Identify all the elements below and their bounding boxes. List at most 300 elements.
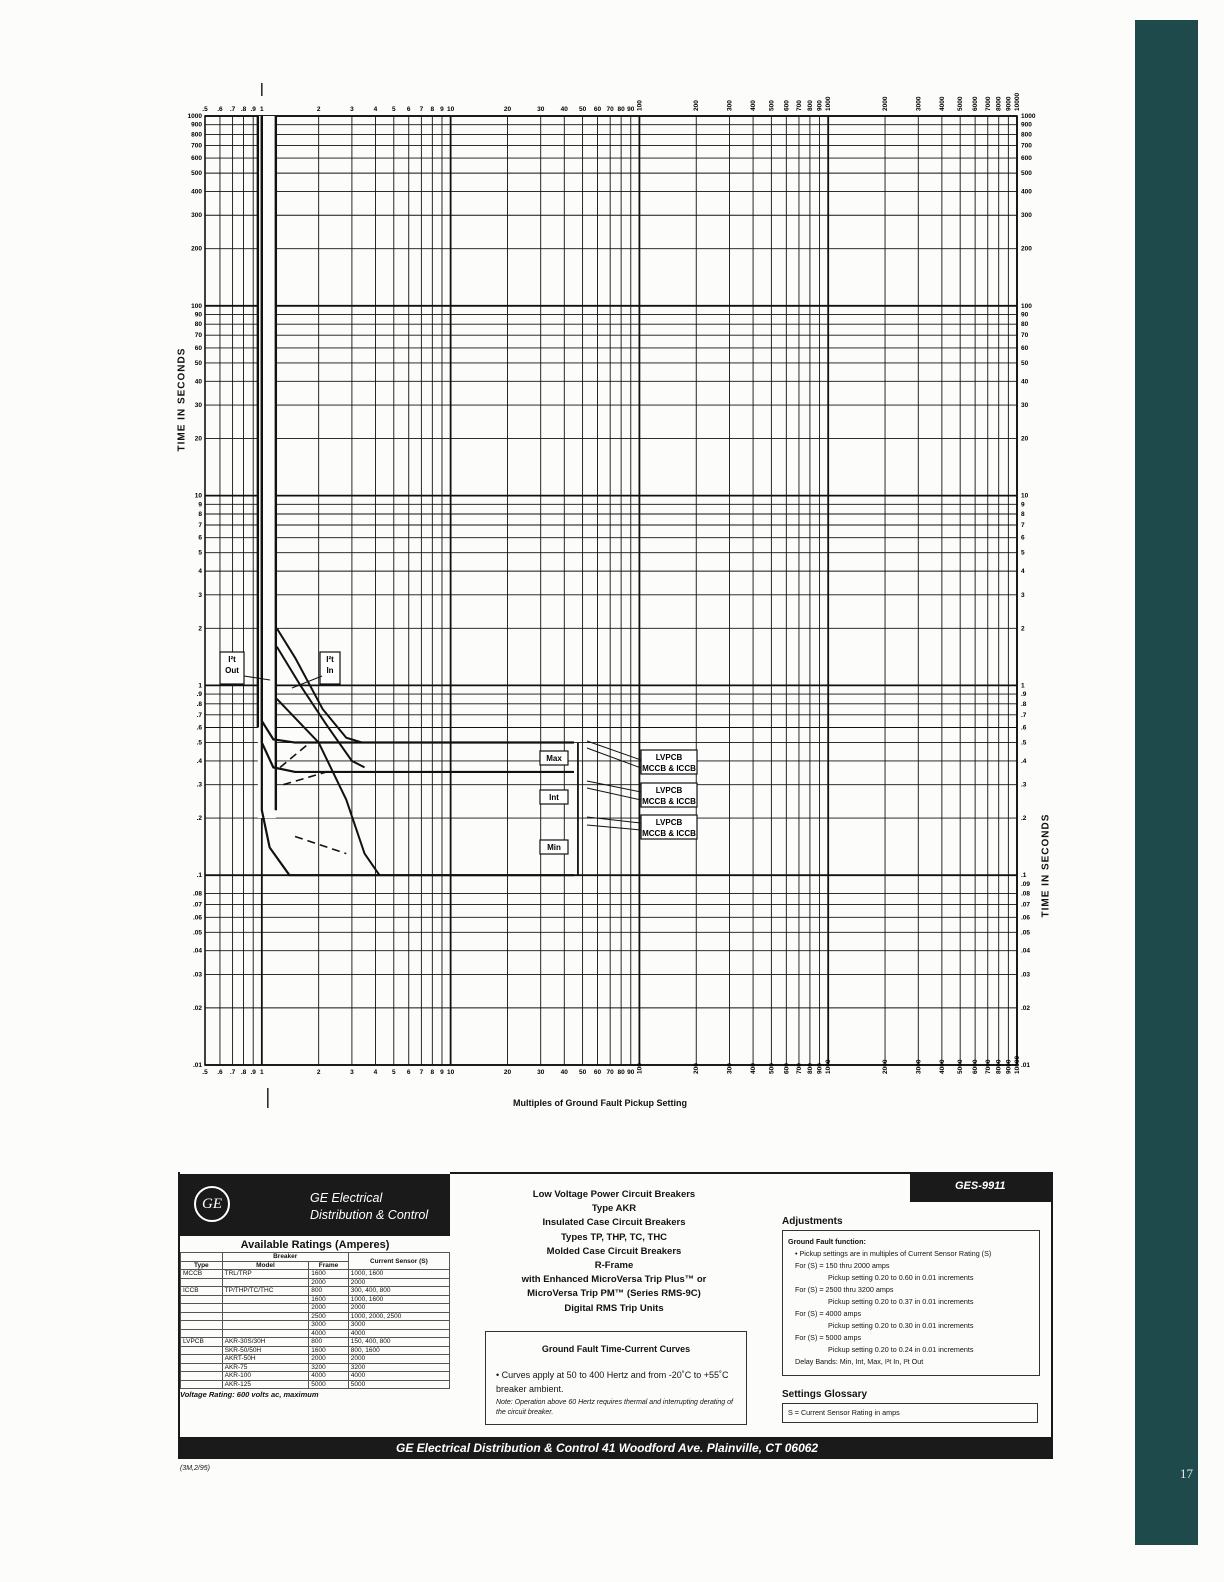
x-tick-label-bottom: 5 (391, 1069, 396, 1076)
lvpcb-max-text: LVPCB (655, 753, 683, 762)
chart-grid (205, 116, 1017, 1065)
y-tick-label-left: 50 (194, 359, 202, 367)
y-tick-label-right: .8 (1021, 700, 1027, 708)
table-cell (222, 1278, 309, 1287)
x-tick-label-bottom: .5 (202, 1069, 208, 1076)
table-cell: 4000 (309, 1372, 349, 1381)
x-tick-label-top: 2000 (882, 96, 890, 111)
table-row (181, 1346, 450, 1355)
page-edge-band (1135, 20, 1198, 1545)
date-code: (3M,2/95) (180, 1465, 210, 1472)
desc-line: with Enhanced MicroVersa Trip Plus™ or (521, 1274, 707, 1286)
table-row (181, 1321, 450, 1330)
table-cell: AKR-125 (222, 1380, 309, 1389)
ratings-model-header: Model (222, 1261, 309, 1270)
desc-line: Types TP, THP, TC, THC (560, 1231, 668, 1243)
x-tick-label-top: 60 (593, 106, 602, 113)
x-tick-label-top: .6 (217, 106, 223, 113)
table-cell: TP/THP/TC/THC (222, 1287, 309, 1296)
x-tick-label-bottom: 300 (726, 1063, 734, 1074)
x-tick-label-top: 9 (440, 106, 444, 113)
y-tick-label-right: .1 (1021, 872, 1027, 880)
y-tick-label-right: 7 (1021, 522, 1025, 530)
x-tick-label-top: 10 (447, 106, 455, 113)
ge-header (178, 1174, 450, 1236)
table-cell (222, 1312, 309, 1321)
y-tick-label-left: .06 (192, 914, 202, 922)
x-tick-label-bottom: 1 (260, 1069, 264, 1076)
table-row (181, 1380, 450, 1389)
y-tick-label-left: .05 (192, 929, 202, 937)
table-cell: 1600 (309, 1346, 349, 1355)
y-tick-label-right: 8 (1021, 510, 1025, 518)
table-cell: 5000 (348, 1380, 449, 1389)
adj-line: Delay Bands: Min, Int, Max, I²t In, I²t Out (795, 1357, 924, 1366)
x-tick-label-top: 50 (578, 106, 587, 113)
y-tick-label-left: 6 (198, 534, 202, 542)
adj-line: Pickup setting 0.20 to 0.60 in 0.01 increments (828, 1273, 974, 1282)
table-cell: 150, 400, 800 (348, 1338, 449, 1347)
y-tick-label-left: 100 (191, 302, 202, 310)
x-tick-label-bottom: 6 (406, 1069, 411, 1076)
x-tick-label-bottom: .6 (217, 1069, 223, 1076)
y-tick-label-left: 500 (191, 170, 202, 178)
y-tick-label-right: .2 (1021, 815, 1027, 823)
x-tick-label-bottom: 200 (693, 1063, 701, 1074)
doc-number: GES-9911 (955, 1180, 1006, 1192)
y-tick-label-right: 5 (1021, 549, 1025, 557)
y-tick-label-right: 500 (1021, 170, 1032, 178)
y-tick-label-right: 200 (1021, 245, 1032, 253)
ratings-table-body (181, 1270, 450, 1389)
i2t-out-label-text: Out (225, 666, 239, 675)
plot-frame (205, 116, 1017, 1065)
ratings-frame-header: Frame (309, 1261, 349, 1270)
table-row (181, 1295, 450, 1304)
table-cell (181, 1329, 223, 1338)
x-tick-label-top: 9000 (1005, 96, 1013, 111)
x-tick-label-top: 7000 (984, 96, 992, 111)
x-tick-label-bottom: 400 (750, 1063, 758, 1074)
chart-tick-labels (188, 93, 1036, 1076)
y-tick-label-right: 40 (1021, 378, 1029, 386)
y-tick-label-right: .02 (1021, 1004, 1031, 1012)
y-tick-label-left: 60 (194, 344, 202, 352)
x-tick-label-bottom: 8000 (995, 1059, 1003, 1074)
y-tick-label-right: 3 (1021, 591, 1025, 599)
table-cell: 2000 (309, 1278, 349, 1287)
y-tick-label-right: 1000 (1021, 113, 1036, 120)
x-tick-label-top: .8 (240, 106, 247, 113)
ratings-sensor-header: Current Sensor (S) (348, 1253, 449, 1270)
x-tick-label-bottom: 90 (627, 1069, 635, 1076)
table-cell: 3000 (309, 1321, 349, 1330)
table-cell (181, 1372, 223, 1381)
table-cell: 3000 (348, 1321, 449, 1330)
x-tick-label-bottom: 10 (447, 1069, 455, 1076)
table-cell: 1000, 1600 (348, 1270, 449, 1279)
y-tick-label-left: .7 (196, 711, 202, 719)
x-tick-label-top: 80 (617, 106, 625, 113)
y-tick-label-left: 1 (198, 682, 202, 690)
ge-logo-icon: GE (194, 1186, 230, 1222)
x-tick-label-top: .5 (202, 106, 208, 113)
x-tick-label-top: 4 (373, 106, 378, 113)
adjustments-box (782, 1230, 1040, 1376)
y-tick-label-right: .4 (1021, 757, 1027, 765)
table-cell: 800, 1600 (348, 1346, 449, 1355)
y-tick-label-left: 600 (191, 155, 202, 163)
x-tick-label-bottom: .9 (250, 1069, 256, 1076)
table-row (181, 1270, 450, 1279)
y-tick-label-left: .02 (192, 1004, 202, 1012)
y-tick-label-left: 4 (198, 568, 202, 576)
adj-line: Pickup setting 0.20 to 0.37 in 0.01 increments (828, 1297, 974, 1306)
y-tick-label-right: 700 (1021, 142, 1032, 150)
y-tick-label-right: 90 (1021, 311, 1029, 319)
y-tick-label-right: 900 (1021, 121, 1032, 129)
y-tick-label-left: 70 (194, 332, 202, 340)
table-cell: 2500 (309, 1312, 349, 1321)
y-tick-label-left: 10 (194, 492, 202, 500)
table-cell: AKR-75 (222, 1363, 309, 1372)
y-tick-label-right: 50 (1021, 359, 1029, 367)
y-tick-label-left: .04 (192, 947, 202, 955)
table-cell (181, 1346, 223, 1355)
y-tick-label-left: .8 (196, 700, 202, 708)
y-tick-label-left: .6 (196, 724, 202, 732)
x-tick-label-bottom: 9 (440, 1069, 444, 1076)
x-tick-label-top: 3 (350, 106, 354, 113)
glossary-title: Settings Glossary (782, 1389, 868, 1400)
x-tick-label-top: 40 (560, 106, 568, 113)
table-cell (222, 1329, 309, 1338)
chart-annotations (220, 83, 697, 1108)
y-tick-label-left: 8 (198, 510, 202, 518)
curve-int (262, 116, 574, 772)
y-tick-label-left: 400 (191, 188, 202, 196)
y-tick-label-left: 700 (191, 142, 202, 150)
i2t-in-label-text: In (326, 666, 334, 675)
x-tick-label-bottom: 50 (578, 1069, 587, 1076)
table-cell (222, 1304, 309, 1313)
y-tick-label-left: 2 (198, 625, 202, 633)
x-tick-label-top: 300 (726, 100, 734, 111)
lvpcb-min-text: MCCB & ICCB (642, 829, 696, 838)
i2t-out-label-text: I²t (228, 655, 236, 664)
table-cell: 2000 (348, 1355, 449, 1364)
i2t-in-label-text: I²t (326, 655, 334, 664)
y-tick-label-right: .08 (1021, 890, 1031, 898)
i2t-in-curve-min (277, 699, 380, 875)
table-cell: 2000 (309, 1304, 349, 1313)
table-cell: 2000 (348, 1278, 449, 1287)
gf-bullet: • Curves apply at 50 to 400 Hertz and from -20˚C to +55˚C breaker ambient. (496, 1370, 729, 1394)
y-tick-label-left: .07 (192, 901, 202, 909)
x-tick-label-bottom: 40 (560, 1069, 568, 1076)
lvpcb-min-text: LVPCB (655, 818, 683, 827)
x-tick-label-top: 30 (537, 106, 545, 113)
y-tick-label-right: 70 (1021, 332, 1029, 340)
y-tick-label-left: 30 (194, 402, 202, 410)
table-cell: 800 (309, 1338, 349, 1347)
y-tick-label-right: 100 (1021, 302, 1032, 310)
x-tick-label-bottom: 7000 (984, 1059, 992, 1074)
table-row (181, 1304, 450, 1313)
y-tick-label-right: 80 (1021, 321, 1029, 329)
curve-max (262, 116, 574, 743)
table-cell: 4000 (348, 1329, 449, 1338)
i2t-dashed-segment (283, 772, 326, 785)
y-tick-label-right: 60 (1021, 344, 1029, 352)
y-tick-label-right: 800 (1021, 131, 1032, 139)
x-tick-label-top: 600 (783, 100, 791, 111)
table-row (181, 1278, 450, 1287)
desc-line: Molded Case Circuit Breakers (546, 1245, 682, 1257)
doc-number-tab (910, 1172, 1053, 1202)
adj-line: For (S) = 2500 thru 3200 amps (795, 1285, 894, 1294)
y-tick-label-right: 2 (1021, 625, 1025, 633)
x-tick-label-bottom: 6000 (972, 1059, 980, 1074)
x-tick-label-bottom: .8 (240, 1069, 247, 1076)
x-tick-label-top: 5000 (957, 96, 965, 111)
y-tick-label-left: 200 (191, 245, 202, 253)
y-tick-label-left: 3 (198, 591, 202, 599)
table-row (181, 1372, 450, 1381)
table-cell: LVPCB (181, 1338, 223, 1347)
x-tick-label-bottom: 1000 (825, 1059, 833, 1074)
ratings-empty-header (181, 1253, 223, 1262)
y-tick-label-left: 5 (198, 549, 202, 557)
x-tick-label-bottom: 700 (795, 1063, 803, 1074)
gf-note: Note: Operation above 60 Hertz requires thermal and interrupting derating of the circuit breaker. (496, 1399, 733, 1416)
table-cell: 1600 (309, 1295, 349, 1304)
y-tick-label-right: .5 (1021, 739, 1027, 747)
x-tick-label-top: 3000 (915, 96, 923, 111)
table-cell: AKRT-50H (222, 1355, 309, 1364)
y-tick-label-right: .7 (1021, 711, 1027, 719)
ground-fault-box (485, 1331, 747, 1425)
max-label-text: Max (546, 754, 562, 763)
available-ratings (180, 1237, 450, 1399)
x-tick-label-top: 70 (606, 106, 614, 113)
table-cell (181, 1304, 223, 1313)
desc-line: R-Frame (594, 1260, 634, 1272)
address: GE Electrical Distribution & Control 41 Woodford Ave. Plainville, CT 06062 (396, 1441, 819, 1455)
y-tick-label-right: 1 (1021, 682, 1025, 690)
y-tick-label-right: 4 (1021, 568, 1025, 576)
table-cell: 1600 (309, 1270, 349, 1279)
y-tick-label-left: 80 (194, 321, 202, 329)
x-tick-label-top: 6000 (972, 96, 980, 111)
x-tick-label-bottom: 20 (503, 1069, 512, 1076)
lvpcb-int-text: MCCB & ICCB (642, 797, 696, 806)
x-tick-label-bottom: 2 (316, 1069, 321, 1076)
y-tick-label-left: 40 (194, 378, 202, 386)
table-cell: MCCB (181, 1270, 223, 1279)
ratings-breaker-header: Breaker (222, 1253, 348, 1262)
y-tick-label-right: .05 (1021, 929, 1031, 937)
x-tick-label-top: .9 (250, 106, 256, 113)
y-tick-label-right: .9 (1021, 691, 1027, 699)
table-cell (181, 1380, 223, 1389)
table-row (181, 1287, 450, 1296)
y-tick-label-left: 90 (194, 311, 202, 319)
table-cell: 1000, 2000, 2500 (348, 1312, 449, 1321)
x-tick-label-bottom: 5000 (957, 1059, 965, 1074)
table-cell: 4000 (348, 1372, 449, 1381)
x-tick-label-bottom: 3 (350, 1069, 354, 1076)
desc-line: Digital RMS Trip Units (564, 1302, 664, 1314)
table-cell: 4000 (309, 1329, 349, 1338)
address-bar (178, 1437, 1053, 1459)
x-tick-label-top: 2 (316, 106, 321, 113)
table-row (181, 1329, 450, 1338)
table-cell (222, 1321, 309, 1330)
table-cell (181, 1278, 223, 1287)
y-tick-label-right: 600 (1021, 155, 1032, 163)
desc-line: Low Voltage Power Circuit Breakers (532, 1189, 696, 1200)
y-tick-label-left: .5 (196, 739, 202, 747)
y-tick-label-right: .06 (1021, 914, 1031, 922)
x-tick-label-top: 100 (636, 100, 644, 111)
y-axis-label-left: TIME IN SECONDS (176, 347, 188, 452)
x-tick-label-bottom: 10000 (1014, 1055, 1021, 1074)
x-tick-label-bottom: 30 (537, 1069, 545, 1076)
table-row (181, 1312, 450, 1321)
y-tick-label-right: 300 (1021, 212, 1032, 220)
y-tick-label-left: .2 (196, 815, 202, 823)
x-tick-label-top: 10000 (1014, 92, 1021, 111)
y-tick-label-right: .01 (1021, 1062, 1031, 1069)
x-tick-label-bottom: 9000 (1005, 1059, 1013, 1074)
leader-line (587, 825, 641, 830)
x-tick-label-bottom: 2000 (882, 1059, 890, 1074)
table-cell (181, 1295, 223, 1304)
desc-line: Type AKR (591, 1203, 637, 1215)
x-tick-label-top: 8 (430, 106, 435, 113)
x-tick-label-top: 5 (391, 106, 396, 113)
desc-line: MicroVersa Trip PM™ (Series RMS-9C) (527, 1288, 701, 1300)
x-tick-label-top: 1000 (825, 96, 833, 111)
company-name-line2: Distribution & Control (310, 1208, 429, 1222)
y-tick-label-right: 20 (1021, 435, 1029, 443)
desc-line: Insulated Case Circuit Breakers (542, 1217, 686, 1229)
x-tick-label-top: 90 (627, 106, 635, 113)
int-label-text: Int (549, 793, 559, 802)
x-tick-label-bottom: 70 (606, 1069, 614, 1076)
table-cell: 3200 (309, 1363, 349, 1372)
y-axis-label-right: TIME IN SECONDS (1040, 813, 1052, 918)
block-right-rule (1051, 1172, 1053, 1440)
y-tick-label-left: 9 (198, 501, 202, 509)
x-tick-label-bottom: 4 (373, 1069, 378, 1076)
min-label-text: Min (547, 843, 561, 852)
x-tick-label-top: 4000 (938, 96, 946, 111)
y-tick-label-left: 900 (191, 121, 202, 129)
adj-line: For (S) = 4000 amps (795, 1309, 862, 1318)
y-tick-label-left: .4 (196, 757, 202, 765)
breaker-description (495, 1188, 733, 1316)
x-tick-label-bottom: 600 (783, 1063, 791, 1074)
x-tick-label-top: 400 (750, 100, 758, 111)
y-tick-label-right: .03 (1021, 971, 1031, 979)
y-tick-label-left: 7 (198, 522, 202, 530)
y-tick-label-left: 1000 (187, 113, 202, 120)
x-tick-label-top: 1 (260, 106, 264, 113)
leader-line (587, 781, 641, 792)
y-tick-label-right: 6 (1021, 534, 1025, 542)
table-cell (181, 1312, 223, 1321)
x-tick-label-bottom: 60 (593, 1069, 602, 1076)
x-tick-label-top: 200 (693, 100, 701, 111)
x-tick-label-bottom: 4000 (938, 1059, 946, 1074)
table-cell: 800 (309, 1287, 349, 1296)
y-tick-label-left: .3 (196, 781, 202, 789)
y-tick-label-left: 800 (191, 131, 202, 139)
y-tick-label-right: .09 (1021, 880, 1031, 888)
y-tick-label-right: .04 (1021, 947, 1031, 955)
x-tick-label-bottom: 8 (430, 1069, 435, 1076)
table-cell: AKR-30S/30H (222, 1338, 309, 1347)
adj-line: • Pickup settings are in multiples of Current Sensor Rating (S) (795, 1249, 992, 1258)
table-cell: ICCB (181, 1287, 223, 1296)
company-name-line1: GE Electrical (310, 1191, 383, 1205)
table-cell: 3200 (348, 1363, 449, 1372)
y-tick-label-right: 400 (1021, 188, 1032, 196)
table-cell: TRL/TRP (222, 1270, 309, 1279)
page-number: 17 (1180, 1466, 1193, 1481)
y-tick-label-left: 300 (191, 212, 202, 220)
adj-line: For (S) = 5000 amps (795, 1333, 862, 1342)
x-tick-label-top: 7 (419, 106, 424, 113)
y-tick-label-right: 30 (1021, 402, 1029, 410)
y-tick-label-right: 10 (1021, 492, 1029, 500)
x-tick-label-bottom: 7 (419, 1069, 424, 1076)
table-cell (222, 1295, 309, 1304)
table-cell: 300, 400, 800 (348, 1287, 449, 1296)
y-tick-label-left: .1 (196, 872, 202, 880)
y-tick-label-left: 20 (194, 435, 202, 443)
y-tick-label-left: .01 (192, 1062, 202, 1069)
table-cell: 1000, 1600 (348, 1295, 449, 1304)
x-tick-label-bottom: 3000 (915, 1059, 923, 1074)
ratings-table (180, 1252, 450, 1389)
y-tick-label-right: .6 (1021, 724, 1027, 732)
lvpcb-max-text: MCCB & ICCB (642, 764, 696, 773)
x-tick-label-bottom: 500 (768, 1063, 776, 1074)
pickup-band (258, 116, 276, 818)
i2t-dashed-segment (280, 743, 310, 768)
leader-line (587, 788, 641, 800)
x-tick-label-bottom: 800 (806, 1063, 814, 1074)
table-cell (181, 1321, 223, 1330)
adj-line: For (S) = 150 thru 2000 amps (795, 1261, 890, 1270)
table-cell: 2000 (309, 1355, 349, 1364)
x-tick-label-bottom: 900 (816, 1063, 824, 1074)
table-cell: 5000 (309, 1380, 349, 1389)
x-tick-label-top: .7 (229, 106, 236, 113)
table-cell (181, 1355, 223, 1364)
ratings-title: Available Ratings (Amperes) (240, 1239, 390, 1251)
x-axis-label: Multiples of Ground Fault Pickup Setting (513, 1098, 687, 1108)
glossary-box: S = Current Sensor Rating in amps (782, 1403, 1038, 1423)
x-tick-label-top: 500 (768, 100, 776, 111)
adj-line: Pickup setting 0.20 to 0.30 in 0.01 increments (828, 1321, 974, 1330)
lvpcb-int-text: LVPCB (655, 786, 683, 795)
table-row (181, 1338, 450, 1347)
adj-function: Ground Fault function: (788, 1237, 866, 1246)
